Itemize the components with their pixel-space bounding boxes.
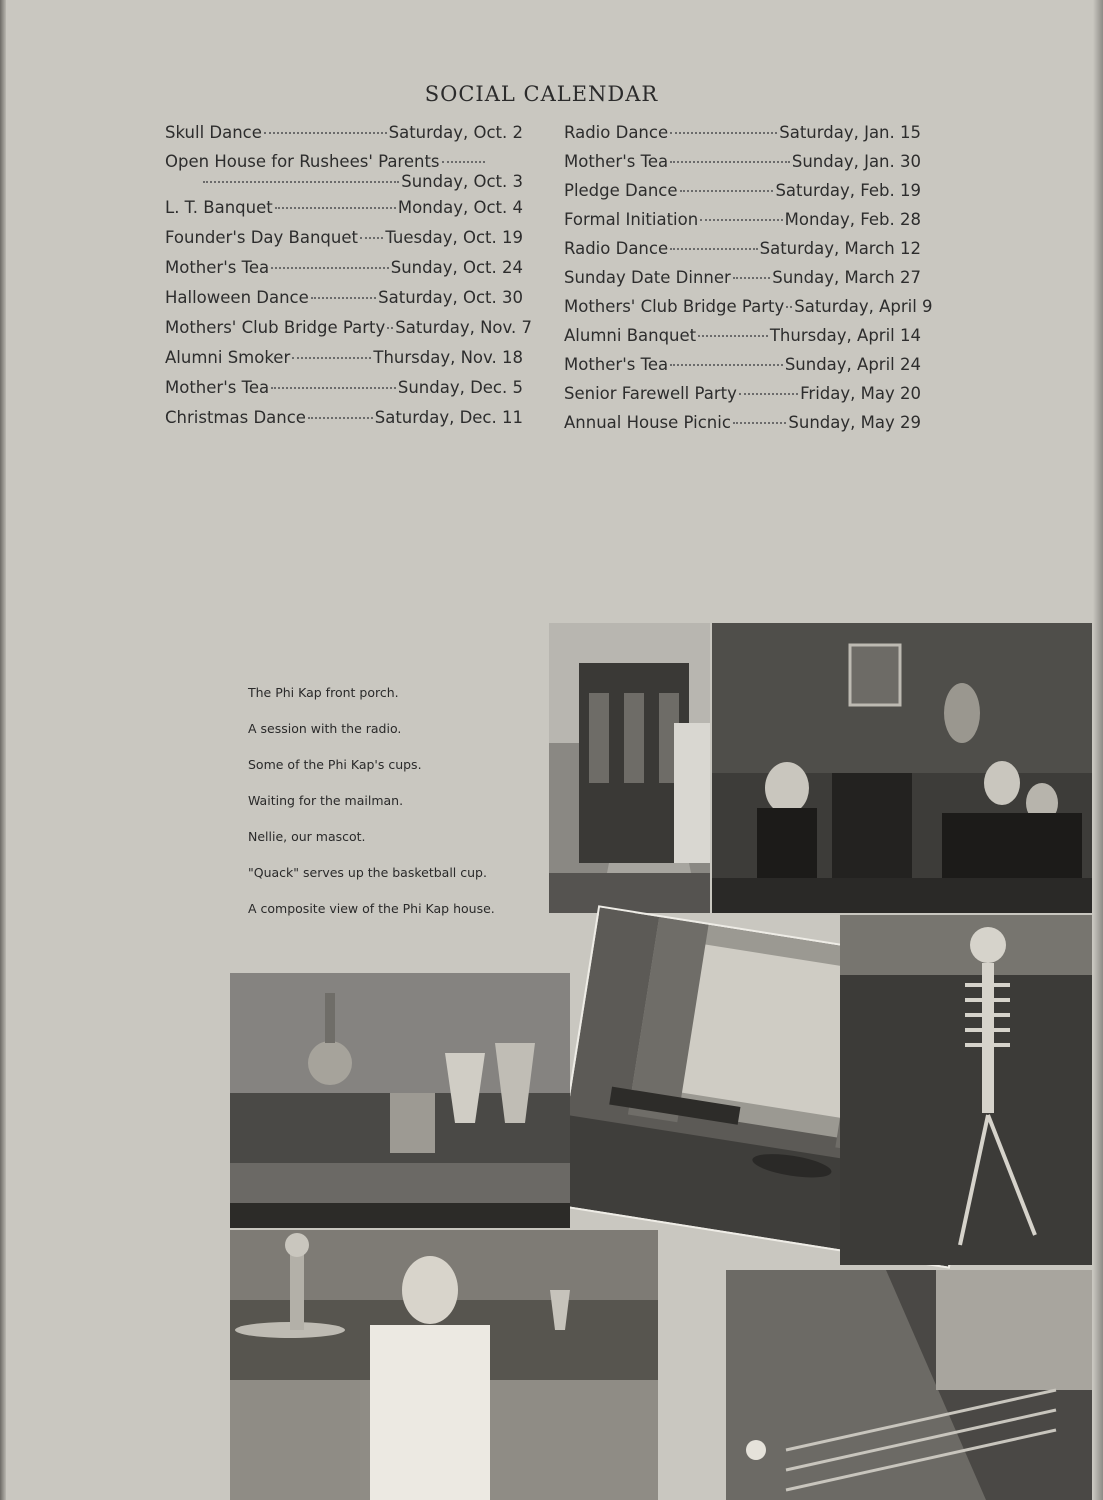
- calendar-entry: [564, 181, 921, 201]
- leader-dots: [308, 417, 373, 419]
- photo-quack-basketball-cup: [230, 1230, 658, 1500]
- calendar-column-left: [165, 123, 532, 428]
- leader-dots: [311, 297, 376, 299]
- event-date: Sunday, Oct. 3: [401, 172, 523, 191]
- leader-dots: [700, 219, 782, 221]
- event-name: Christmas Dance: [165, 408, 306, 427]
- calendar-entry: [564, 268, 921, 288]
- event-date: Sunday, Dec. 5: [397, 378, 523, 397]
- leader-dots: [670, 161, 790, 163]
- calendar-entry: [165, 378, 523, 398]
- leader-dots: [733, 277, 770, 279]
- event-name: Mothers' Club Bridge Party: [165, 318, 386, 337]
- calendar-entry: [165, 152, 523, 192]
- quack-image: [230, 1230, 658, 1500]
- event-name: L. T. Banquet: [165, 198, 273, 217]
- event-name: Mother's Tea: [165, 378, 270, 397]
- event-name: Halloween Dance: [165, 288, 309, 307]
- leader-dots: [670, 248, 758, 250]
- event-name: Radio Dance: [564, 123, 669, 142]
- caption: A composite view of the Phi Kap house.: [248, 901, 495, 916]
- event-name: Annual House Picnic: [564, 413, 731, 432]
- event-date: Sunday, April 24: [784, 355, 921, 374]
- leader-dots: [264, 132, 387, 134]
- caption: "Quack" serves up the basketball cup.: [248, 865, 487, 880]
- front-porch-image: [549, 623, 710, 913]
- calendar-entry: [564, 355, 921, 375]
- leader-dots: [271, 267, 389, 269]
- event-date: Saturday, Dec. 11: [374, 408, 523, 427]
- event-date: Sunday, Jan. 30: [791, 152, 921, 171]
- page-title: SOCIAL CALENDAR: [424, 82, 659, 106]
- calendar-entry: [165, 228, 523, 248]
- calendar-entry: [564, 239, 921, 259]
- event-date: Tuesday, Oct. 19: [385, 228, 523, 247]
- calendar-entry: [564, 210, 921, 230]
- event-date: Saturday, March 12: [759, 239, 921, 258]
- calendar-entry: [165, 288, 523, 308]
- event-name: Radio Dance: [564, 239, 669, 258]
- leader-dots: [203, 181, 399, 183]
- leader-dots: [670, 132, 777, 134]
- event-name: Pledge Dance: [564, 181, 678, 200]
- leader-dots: [292, 357, 371, 359]
- event-name: Skull Dance: [165, 123, 262, 142]
- leader-dots: [739, 393, 798, 395]
- phi-kap-cups-image: [230, 973, 570, 1228]
- leader-dots: [698, 335, 768, 337]
- calendar-entry: [165, 348, 523, 368]
- leader-dots: [786, 306, 792, 308]
- leader-dots: [275, 207, 396, 209]
- event-date: Saturday, Jan. 15: [779, 123, 921, 142]
- event-name: Mother's Tea: [564, 355, 669, 374]
- caption: Some of the Phi Kap's cups.: [248, 757, 422, 772]
- leader-dots: [387, 327, 393, 329]
- event-date: Saturday, April 9: [794, 297, 933, 316]
- calendar-entry: [564, 123, 921, 143]
- event-date: Saturday, Feb. 19: [775, 181, 921, 200]
- event-date: Thursday, Nov. 18: [373, 348, 523, 367]
- photo-nellie-mascot: [840, 915, 1092, 1265]
- nellie-mascot-image: [840, 915, 1092, 1265]
- event-date: Saturday, Oct. 30: [378, 288, 523, 307]
- leader-dots: [271, 387, 396, 389]
- leader-dots: [670, 364, 783, 366]
- photo-composite-house: [726, 1270, 1092, 1500]
- event-date: Sunday, Oct. 24: [390, 258, 523, 277]
- event-name: Alumni Banquet: [564, 326, 697, 345]
- event-name: Open House for Rushees' Parents: [165, 152, 440, 171]
- composite-house-image: [726, 1270, 1092, 1500]
- calendar-column-right: [564, 123, 933, 433]
- event-name: Mother's Tea: [165, 258, 270, 277]
- event-date: Friday, May 20: [800, 384, 921, 403]
- calendar-entry: [165, 408, 523, 428]
- calendar-entry: [564, 152, 921, 172]
- event-date: Saturday, Oct. 2: [388, 123, 523, 142]
- event-name: Alumni Smoker: [165, 348, 291, 367]
- page-edge: [0, 0, 6, 1500]
- calendar-entry: [564, 326, 921, 346]
- calendar-entry: [165, 318, 532, 338]
- event-name: Sunday Date Dinner: [564, 268, 731, 287]
- calendar-entry: [564, 297, 933, 317]
- caption: Nellie, our mascot.: [248, 829, 366, 844]
- page-edge: [1093, 0, 1103, 1500]
- calendar-entry: [564, 384, 921, 404]
- event-date: Saturday, Nov. 7: [395, 318, 532, 337]
- leader-dots: [360, 237, 383, 239]
- event-name: Senior Farewell Party: [564, 384, 737, 403]
- event-name: Founder's Day Banquet: [165, 228, 358, 247]
- leader-dots: [442, 161, 485, 163]
- event-date: Thursday, April 14: [769, 326, 921, 345]
- event-date: Sunday, May 29: [788, 413, 921, 432]
- calendar-entry: [165, 123, 523, 143]
- photo-front-porch: [549, 623, 710, 913]
- photo-captions: [248, 684, 538, 936]
- calendar-entry: [165, 258, 523, 278]
- leader-dots: [680, 190, 774, 192]
- radio-session-image: [712, 623, 1092, 913]
- event-name: Mothers' Club Bridge Party: [564, 297, 785, 316]
- event-name: Formal Initiation: [564, 210, 699, 229]
- event-name: Mother's Tea: [564, 152, 669, 171]
- calendar-entry: [165, 198, 523, 218]
- leader-dots: [733, 422, 786, 424]
- event-date: Monday, Feb. 28: [784, 210, 921, 229]
- caption: The Phi Kap front porch.: [248, 685, 399, 700]
- photo-phi-kap-cups: [230, 973, 570, 1228]
- event-date: Monday, Oct. 4: [397, 198, 523, 217]
- caption: A session with the radio.: [248, 721, 402, 736]
- event-date: Sunday, March 27: [772, 268, 921, 287]
- calendar-entry: [564, 413, 921, 433]
- caption: Waiting for the mailman.: [248, 793, 404, 808]
- photo-radio-session: [712, 623, 1092, 913]
